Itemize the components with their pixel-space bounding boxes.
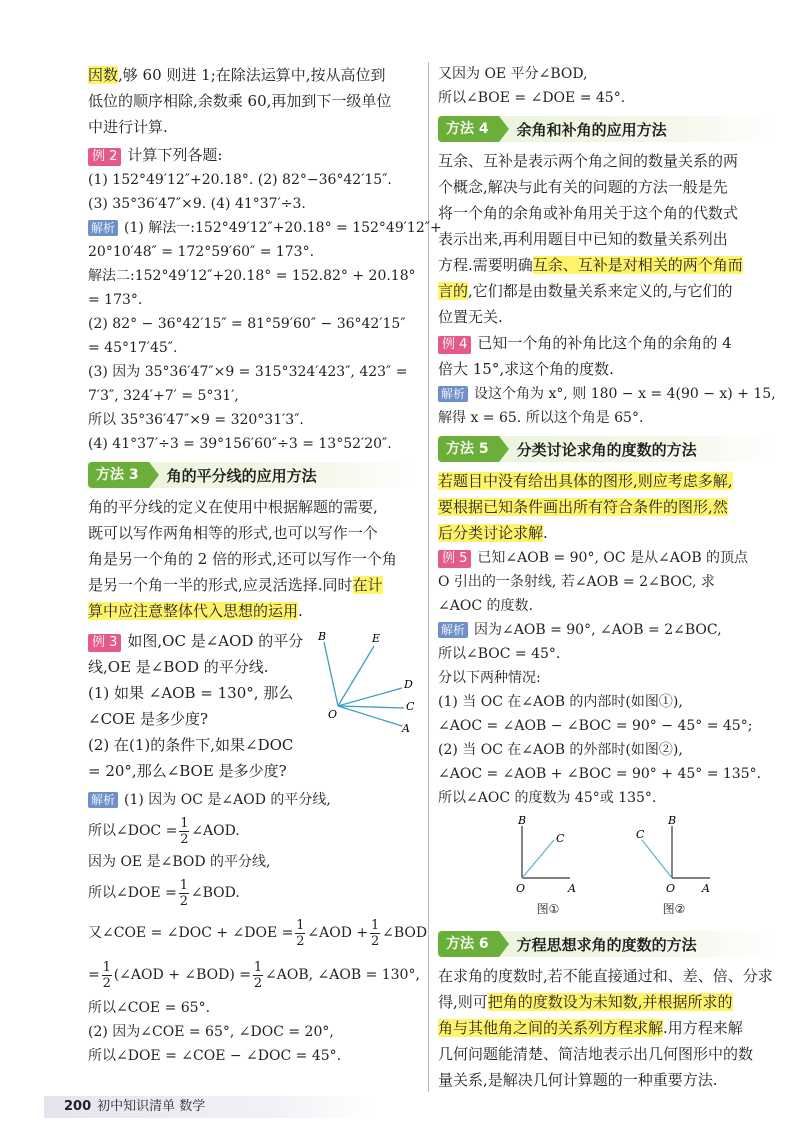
- example-4: 例 4 已知一个角的补角比这个角的余角的 4 倍大 15°,求这个角的度数. 解析 设这个角为 x°, 则 180 − x = 4(90 − x) + 15, 解得 x = 65. 所以这个角是 65°.: [438, 334, 776, 426]
- example-5: 例 5 已知∠AOB = 90°, OC 是从∠AOB 的顶点 O 引出的一条射线, 若∠AOB = 2∠BOC, 求 ∠AOC 的度数. 解析 因为∠AOB = 90°, ∠AOB = 2∠BOC, 所以∠BOC = 45°. 分以下两种情况: (1) 当 OC 在∠AOB 的内部时(如图①), ∠AOC = ∠AOB − ∠BOC = 90° − 45° = 45°; (2) 当 OC 在∠AOB 的外部时(如图②), ∠AOC = ∠AOB + ∠BOC = 90° + 45° = 135°. 所以∠AOC 的度数为 45°或 135°. B C O A 图① C B O A 图②: [438, 546, 776, 917]
- figure-2-diagram: [634, 816, 714, 896]
- equation-4: = $\frac{1}{2}$ (∠AOD + ∠BOD) = $\frac{1}{2}$ ∠AOB, ∠AOB = 130°,: [88, 959, 420, 991]
- method-5-body: 若题目中没有给出具体的图形,则应考虑多解, 要根据已知条件画出所有符合条件的图形,然 后分类讨论求解.: [438, 472, 733, 542]
- equation-2: 所以∠DOE = $\frac{1}{2}$ ∠BOD.: [88, 877, 240, 909]
- example-tag: 例 4: [438, 336, 471, 354]
- intro-paragraph: [88, 62, 418, 140]
- svg-text:O: O: [666, 882, 676, 895]
- method-title: 分类讨论求角的度数的方法: [516, 440, 697, 459]
- method-4-body: 互余、互补是表示两个角之间的数量关系的两 个概念,解决与此有关的问题的方法一般是先 将一个角的余角或补角用关于这个角的代数式 表示出来,再利用题目中已知的数量关系列出 方程.需要明确互余、互补是对相关的两个角而 言的,它们都是由数量关系来定义的,与它们的 位置无关.: [438, 152, 743, 326]
- angle-bisector-figure: [316, 628, 416, 738]
- analysis-tag: 解析: [438, 622, 468, 638]
- example-tag: 例 3: [88, 634, 121, 652]
- fraction: $\frac{1}{2}$: [179, 877, 188, 909]
- method-6-body: 在求角的度数时,若不能直接通过和、差、倍、分求 得,则可把角的度数设为未知数,并根据所求的 角与其他角之间的关系列方程求解.用方程来解 几何问题能清楚、简洁地表示出几何图形中的数 量关系,是解决几何计算题的一种重要方法.: [438, 967, 773, 1089]
- figure-1-diagram: [508, 816, 588, 896]
- method-title: 角的平分线的应用方法: [166, 466, 317, 485]
- svg-text:C: C: [556, 832, 565, 845]
- svg-text:A: A: [702, 882, 710, 895]
- method-tag: 方法 4: [438, 116, 499, 142]
- column-divider: [428, 62, 429, 1092]
- svg-text:C: C: [636, 828, 645, 841]
- solution-line: (4) 41°37′÷3 = 39°156′60″÷3 = 13°52′20″.: [88, 436, 392, 452]
- solution-line: (2) 82° − 36°42′15″ = 81°59′60″ − 36°42′15″: [88, 316, 406, 332]
- solution-line: = 173°.: [88, 292, 143, 308]
- page-footer: [44, 1096, 374, 1118]
- text-line: 因数,够 60 则进 1;在除法运算中,按从高位到: [88, 66, 386, 84]
- fraction: $\frac{1}{2}$: [102, 959, 111, 991]
- solution-line: 20°10′48″ = 172°59′60″ = 173°.: [88, 244, 315, 260]
- fraction: $\frac{1}{2}$: [180, 815, 189, 847]
- label-c: C: [406, 700, 415, 713]
- label-o: O: [328, 708, 338, 721]
- method-tag: 方法 5: [438, 436, 499, 462]
- example-3: 例 3 如图,OC 是∠AOD 的平分 线,OE 是∠BOD 的平分线. (1) 如果 ∠AOB = 130°, 那么 ∠COE 是多少度? (2) 在(1)的条件下,如果∠DOC = 20°,那么∠BOE 是多少度? B E D C A O 解析 (1) 因为 OC 是∠AOD 的平分线, 所以∠DOC = $\frac{1}{2}$ ∠AOD. 因为 OE 是∠BOD 的平分线, 所以∠DOE = $\frac{1}{2}$ ∠BOD. 又∠COE = ∠DOC + ∠DOE = $\frac{1}{2}$ ∠AOD + $\frac{1}{2}$ ∠BOD = $\frac{1}{2}$ (∠AOD + ∠BOD) = $\frac{1}{2}$ ∠AOB, ∠AOB = 130°, 所以∠COE = 65°. (2) 因为∠COE = 65°, ∠DOC = 20°, 所以∠DOE = ∠COE − ∠DOC = 45°.: [88, 630, 428, 1064]
- svg-text:B: B: [668, 816, 677, 827]
- figure-2-caption: 图②: [662, 902, 686, 916]
- solution-line: 7′3″, 324′+7′ = 5°31′,: [88, 388, 239, 404]
- example-2: 例 2 计算下列各题: (1) 152°49′12″+20.18°. (2) 82°−36°42′15″. (3) 35°36′47″×9. (4) 41°37′÷3. 解析 (1) 解法一:152°49′12″+20.18° = 152°49′12″+ 20°10′48″ = 172°59′60″ = 173°. 解法二:152°49′12″+20.18° = 152.82° + 20.18° = 173°. (2) 82° − 36°42′15″ = 81°59′60″ − 36°42′15″ = 45°17′45″. (3) 因为 35°36′47″×9 = 315°324′423″, 423″ = 7′3″, 324′+7′ = 5°31′, 所以 35°36′47″×9 = 320°31′3″. (4) 41°37′÷3 = 39°156′60″÷3 = 13°52′20″.: [88, 142, 418, 456]
- label-b: B: [318, 630, 327, 643]
- method-3-body: 角的平分线的定义在使用中根据解题的需要, 既可以写作两角相等的形式,也可以写作一个 角是另一个角的 2 倍的形式,还可以写作一个角 是另一个角一半的形式,应灵活选择.同时在计 算中应注意整体代入思想的运用.: [88, 498, 397, 620]
- left-column: [88, 62, 442, 1068]
- label-d: D: [404, 678, 413, 691]
- method-title: 余角和补角的应用方法: [516, 120, 667, 139]
- figure-2: [634, 816, 714, 917]
- equation-1: 所以∠DOC = $\frac{1}{2}$ ∠AOD.: [88, 815, 240, 847]
- fraction: $\frac{1}{2}$: [296, 917, 305, 949]
- fraction: $\frac{1}{2}$: [370, 917, 380, 949]
- label-e: E: [372, 632, 381, 645]
- solution-line: = 45°17′45″.: [88, 340, 178, 356]
- method-tag: 方法 6: [438, 931, 499, 957]
- text-line: 中进行计算.: [88, 118, 168, 136]
- example-tag: 例 5: [438, 550, 471, 568]
- text-line: 低位的顺序相除,余数乘 60,再加到下一级单位: [88, 92, 392, 110]
- figure-1: [508, 816, 588, 917]
- method-title: 方程思想求角的度数的方法: [516, 935, 697, 954]
- figure-1-caption: 图①: [536, 902, 560, 916]
- ray-oc: [338, 706, 404, 708]
- svg-text:O: O: [516, 882, 526, 895]
- question-line: (1) 152°49′12″+20.18°. (2) 82°−36°42′15″.: [88, 172, 392, 188]
- question-line: (3) 35°36′47″×9. (4) 41°37′÷3.: [88, 196, 306, 212]
- book-title: 初中知识清单 数学: [97, 1099, 206, 1114]
- right-column: 又因为 OE 平分∠BOD, 所以∠BOE = ∠DOE = 45°. 方法 4 余角和补角的应用方法 互余、互补是表示两个角之间的数量关系的两 个概念,解决与此有关的问题的方法一般是先 将一个角的余角或补角用关于这个角的代数式 表示出来,再利用题目中已知的数量关系列出 方程.需要明确互余、互补是对相关的两个角而 言的,它们都是由数量关系来定义的,与它们的 位置无关. 例 4 已知一个角的补角比这个角的余角的 4 倍大 15°,求这个角的度数. 解析 设这个角为 x°, 则 180 − x = 4(90 − x) + 15, 解得 x = 65. 所以这个角是 65°. 方法 5 分类讨论求角的度数的方法 若题目中没有给出具体的图形,则应考虑多解, 要根据已知条件画出所有符合条件的图形,然 后分类讨论求解. 例 5 已知∠AOB = 90°, OC 是从∠AOB 的顶点 O 引出的一条射线, 若∠AOB = 2∠BOC, 求 ∠AOC 的度数. 解析 因为∠AOB = 90°, ∠AOB = 2∠BOC, 所以∠BOC = 45°. 分以下两种情况: (1) 当 OC 在∠AOB 的内部时(如图①), ∠AOC = ∠AOB − ∠BOC = 90° − 45° = 45°; (2) 当 OC 在∠AOB 的外部时(如图②), ∠AOC = ∠AOB + ∠BOC = 90° + 45° = 135°. 所以∠AOC 的度数为 45°或 135°. B C O A 图① C B O A 图② 方法 6 方程思想求角的度数的方法 在求角的度数时,若不能直接通过和、差、倍、分求 得,则可把角的度数设为未知数,并根据所求的 角与其他角之间的关系列方程求解.用方程来解 几何问题能清楚、简洁地表示出几何图形中的数 量关系,是解决几何计算题的一种重要方法.: [438, 62, 776, 1093]
- label-a: A: [402, 722, 410, 735]
- page-number: 200: [64, 1099, 92, 1114]
- method-6-header: [438, 931, 776, 957]
- solution-line: (3) 因为 35°36′47″×9 = 315°324′423″, 423″ =: [88, 364, 408, 380]
- solution-line: 解法二:152°49′12″+20.18° = 152.82° + 20.18°: [88, 268, 416, 284]
- example-tag: 例 2: [88, 148, 121, 166]
- ray-ob: [324, 642, 338, 706]
- ray-oa: [338, 706, 402, 726]
- method-tag: 方法 3: [88, 462, 149, 488]
- fraction: $\frac{1}{2}$: [253, 959, 263, 991]
- equation-3: 又∠COE = ∠DOC + ∠DOE = $\frac{1}{2}$ ∠AOD + $\frac{1}{2}$ ∠BOD: [88, 917, 428, 949]
- solution-line: 所以 35°36′47″×9 = 320°31′3″.: [88, 412, 304, 428]
- method-4-header: [438, 116, 776, 142]
- example-5-figures: [438, 816, 776, 917]
- analysis-tag: 解析: [438, 386, 468, 402]
- svg-text:B: B: [518, 816, 527, 827]
- svg-text:A: A: [568, 882, 576, 895]
- analysis-tag: 解析: [88, 220, 118, 236]
- method-5-header: [438, 436, 776, 462]
- analysis-tag: 解析: [88, 792, 118, 808]
- method-3-header: [88, 462, 418, 488]
